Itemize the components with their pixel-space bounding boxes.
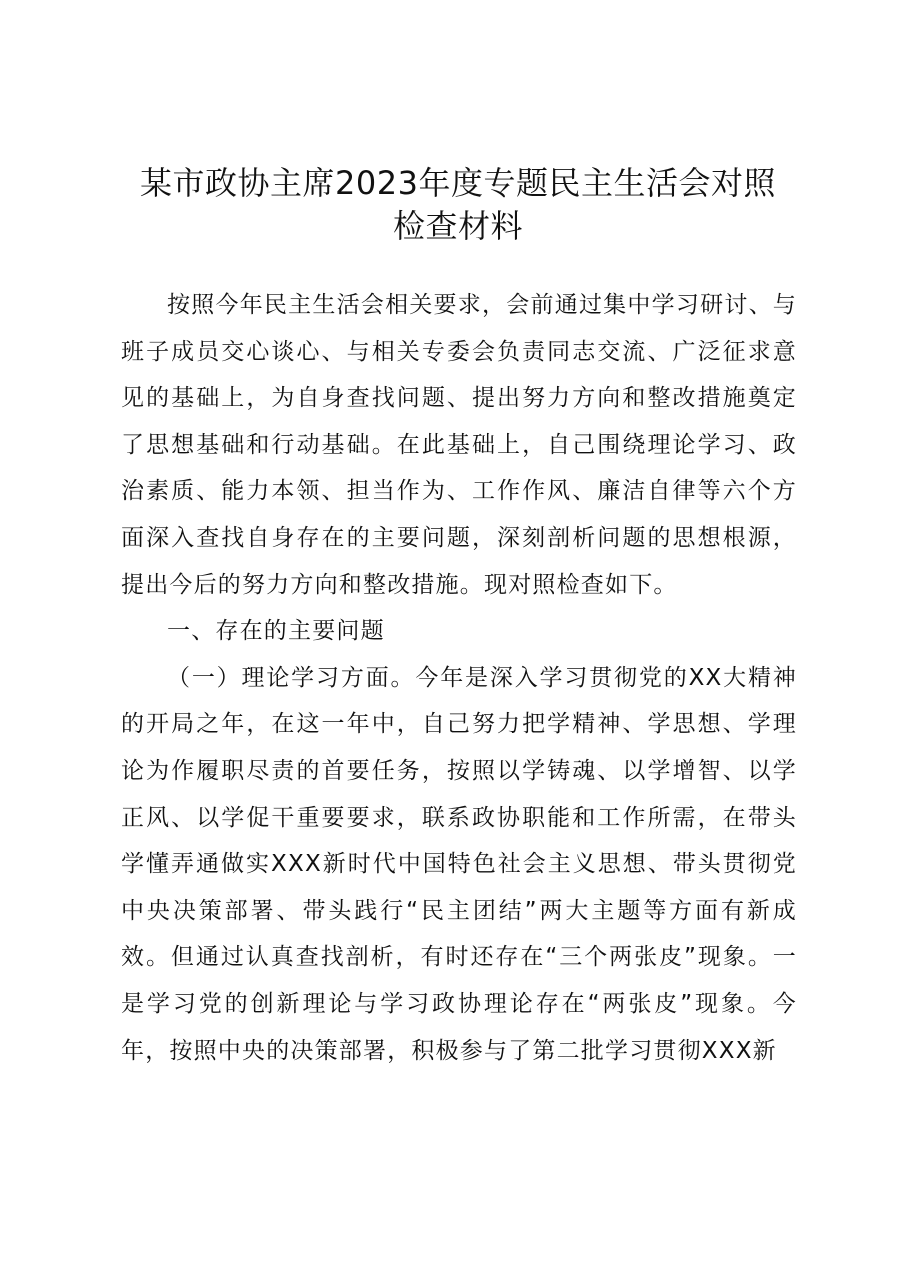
document-body [121, 282, 797, 1074]
document-title: 某市政协主席2023年度专题民主生活会对照 检查材料 [140, 164, 776, 245]
section-heading-main-problems: 一、存在的主要问题 [167, 618, 385, 645]
paragraph-theory-study: （一）理论学习方面。今年是深入学习贯彻党的XX大精神的开局之年，在这一年中，自己努力把学精神、学思想、学理论为作履职尽责的首要任务，按照以学铸魂、以学增智、以学正风、以学促干重要要求，联系政协职能和工作所需，在带头学懂弄通做实XXX新时代中国特色社会主义思想、带头贯彻党中央决策部署、带头践行“民主团结”两大主题等方面有新成效。但通过认真查找剖析，有时还存在“三个两张皮”现象。一是学习党的创新理论与学习政协理论存在“两张皮”现象。今年，按照中央的决策部署，积极参与了第二批学习贯彻XXX新 [121, 664, 797, 1064]
paragraph-intro: 按照今年民主生活会相关要求，会前通过集中学习研讨、与班子成员交心谈心、与相关专委会负责同志交流、广泛征求意见的基础上，为自身查找问题、提出努力方向和整改措施奠定了思想基础和行动基础。在此基础上，自己围绕理论学习、政治素质、能力本领、担当作为、工作作风、廉洁自律等六个方面深入查找自身存在的主要问题，深刻剖析问题的思想根源，提出今后的努力方向和整改措施。现对照检查如下。 [121, 292, 797, 598]
